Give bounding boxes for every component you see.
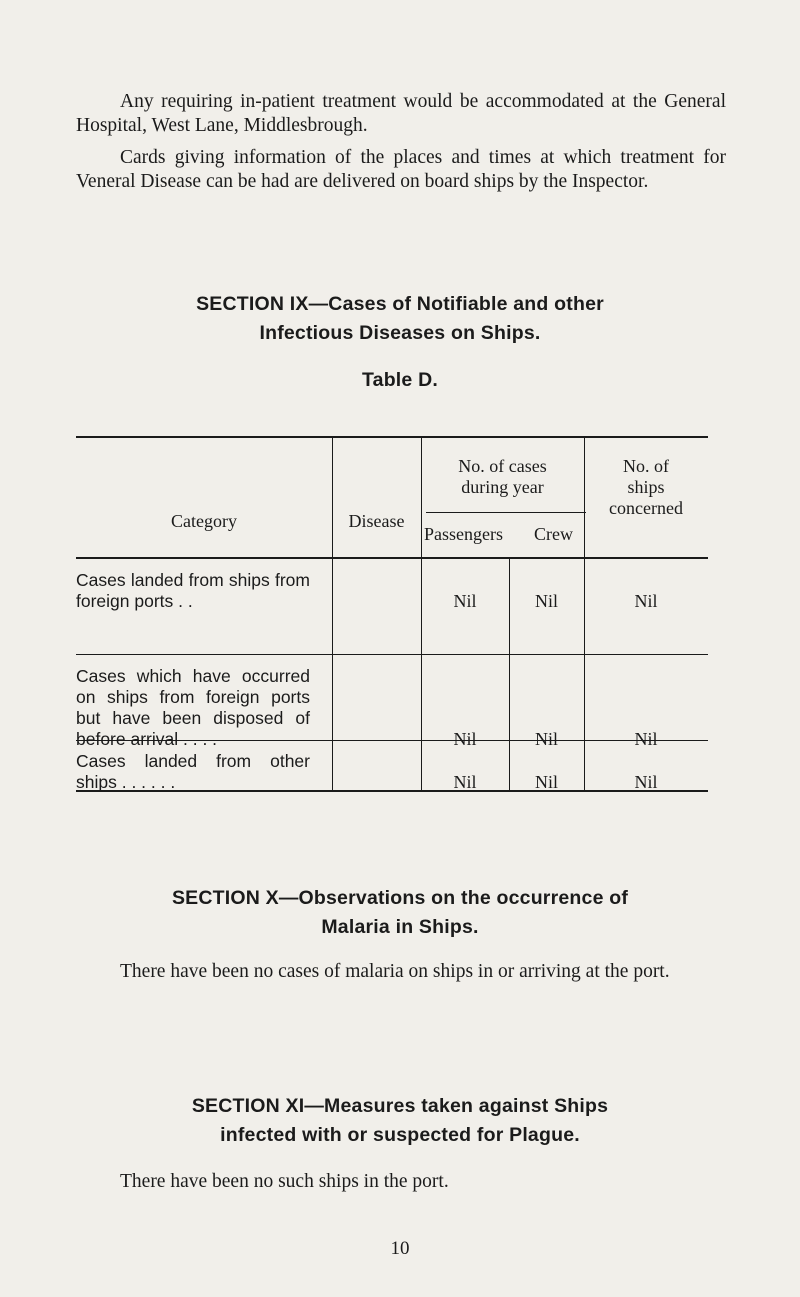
header-bottom-rule: [76, 557, 708, 559]
header-cases-line1: No. of cases: [458, 456, 547, 476]
header-ships-line1: No. of: [623, 456, 669, 476]
header-category: Category: [171, 511, 237, 531]
section-x-heading: [0, 884, 800, 942]
section-ix-title-line1: SECTION IX—Cases of Notifiable and other: [196, 293, 604, 315]
row3-passengers: Nil: [453, 772, 477, 792]
section-ix-title-line2: Infectious Diseases on Ships.: [259, 322, 541, 344]
row3-crew: Nil: [534, 772, 558, 792]
row1-crew: Nil: [534, 591, 558, 611]
section-xi-title-line1: SECTION XI—Measures taken against Ships: [191, 1095, 609, 1117]
header-disease: Disease: [348, 511, 405, 531]
section-xi-title-line2: infected with or suspected for Plague.: [220, 1124, 580, 1146]
row2-ships: Nil: [634, 729, 658, 749]
header-ships: [584, 456, 708, 519]
section-xi-body: There have been no such ships in the port.: [120, 1171, 449, 1192]
row1-bottom-rule: [76, 654, 708, 655]
row1-ships: Nil: [634, 591, 658, 611]
section-x-body: There have been no cases of malaria on ships in or arriving at the port.: [120, 961, 670, 982]
section-xi-heading: [0, 1092, 800, 1150]
paragraph-inpatient: Any requiring in-patient treatment would be accommodated at the General Hospital, West Lane, Middlesbrough.: [76, 91, 726, 136]
page-number: 10: [390, 1238, 410, 1259]
section-x-title-line2: Malaria in Ships.: [321, 916, 479, 938]
section-ix-heading: [0, 290, 800, 348]
header-cases: [421, 456, 584, 498]
row2-category: Cases which have occurred on ships from foreign ports but have been disposed of before arrival . . . .: [76, 666, 310, 749]
row2-passengers: Nil: [453, 729, 477, 749]
paragraph-cards: Cards giving information of the places and times at which treatment for Veneral Disease can be had are delivered on board ships by the Inspector.: [76, 147, 726, 192]
table-d-title: Table D.: [361, 369, 438, 391]
section-x-title-line1: SECTION X—Observations on the occurrence of: [171, 887, 629, 909]
table-top-rule: [76, 436, 708, 438]
row3-ships: Nil: [634, 772, 658, 792]
header-passengers: Passengers: [424, 524, 503, 544]
table-d: [76, 436, 708, 796]
header-cases-line2: during year: [461, 477, 544, 497]
col-divider-disease: [332, 436, 333, 792]
subheader-rule: [426, 512, 586, 513]
row1-category: Cases landed from ships from foreign ports . .: [76, 570, 310, 611]
row2-crew: Nil: [534, 729, 558, 749]
row1-passengers: Nil: [453, 591, 477, 611]
header-crew: Crew: [534, 524, 573, 544]
header-ships-line2: ships: [627, 477, 665, 497]
row3-category: Cases landed from other ships . . . . . .: [76, 751, 310, 792]
header-ships-line3: concerned: [609, 498, 683, 518]
